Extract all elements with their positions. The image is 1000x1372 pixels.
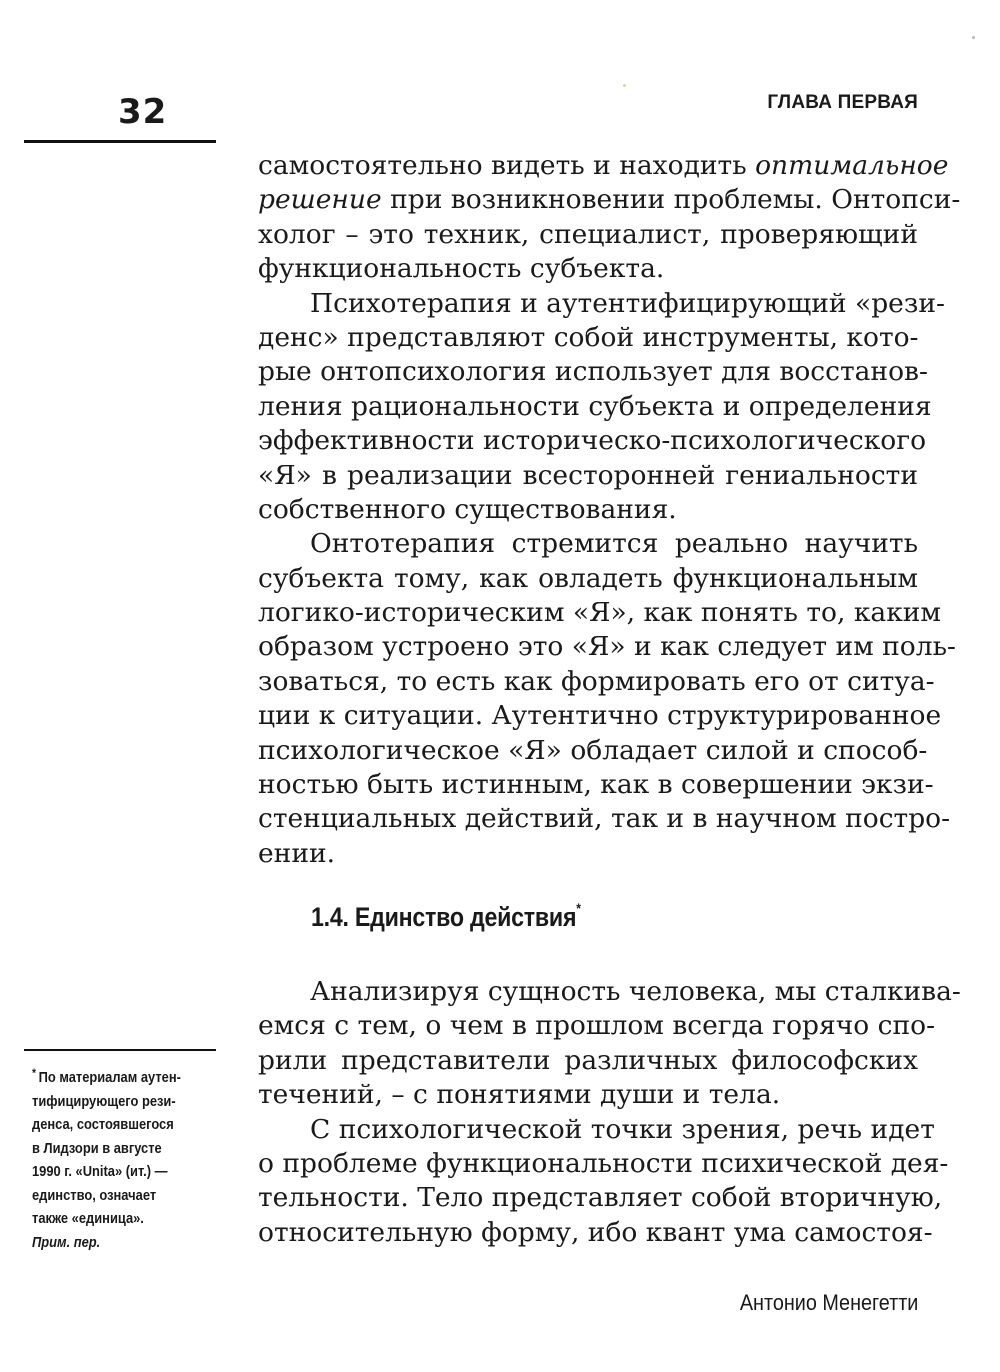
text-line (258, 493, 918, 527)
footnote-text: единство, означает (32, 1186, 157, 1204)
text-segment: психологическое «Я» обладает силой и способ- (258, 734, 928, 766)
scan-speck (623, 84, 626, 87)
text-segment: ции к ситуации. Аутентично структурированное (258, 700, 942, 732)
text-segment: ностью быть истинным, как в совершении экзи- (258, 769, 934, 801)
translator-note-label: Прим. пер. (32, 1233, 101, 1251)
footnote-reference-mark: * (576, 900, 581, 916)
footnote-mark: * (32, 1066, 37, 1080)
text-line (258, 390, 932, 424)
text-segment: «Я» в реализации всесторонней гениальности (258, 459, 918, 491)
scan-speck (972, 36, 975, 39)
emphasized-text: оптимальное (755, 150, 949, 181)
footnote-line (32, 1160, 204, 1184)
text-line (258, 287, 945, 321)
footnote (32, 1062, 204, 1254)
text-segment: емся с тем, о чем в прошлом всегда горячо спо- (258, 1010, 936, 1042)
page-number: 32 (118, 92, 168, 132)
text-line (258, 252, 918, 286)
footnote-text: денса, состоявшегося (32, 1116, 174, 1133)
text-line (258, 734, 928, 768)
section-heading (311, 900, 581, 933)
footnote-line (32, 1184, 204, 1208)
text-segment: Психотерапия и аутентифицирующий «рези- (310, 287, 945, 319)
author-name: Антонио Менегетти (739, 1290, 918, 1315)
text-line (258, 1216, 933, 1250)
text-segment: холог – это техник, специалист, проверяющий (258, 218, 918, 250)
text-line (258, 596, 942, 630)
translator-note (32, 1231, 204, 1255)
text-line (258, 802, 951, 836)
text-segment: эффективности историческо-психологического (258, 425, 927, 457)
text-line (258, 768, 934, 802)
footnote-line (32, 1137, 204, 1161)
text-segment: самостоятельно видеть и находить (258, 150, 756, 181)
text-segment: субъекта тому, как овладеть функциональным (258, 562, 918, 594)
text-line (258, 630, 956, 664)
text-segment: образом устроено это «Я» и как следует им поль- (258, 631, 956, 663)
text-segment: ления рациональности субъекта и определения (258, 390, 932, 422)
text-segment: рили представители различных философских (258, 1044, 918, 1076)
section-heading-text: 1.4. Единство действия (311, 902, 577, 932)
footnote-text: 1990 г. «Unita» (ит.) — (32, 1163, 168, 1180)
footnote-line (32, 1062, 204, 1090)
body-text-bottom (258, 975, 961, 1250)
text-line (258, 459, 918, 493)
text-line (258, 1113, 935, 1147)
text-segment: логико-историческим «Я», как понять то, каким (258, 597, 942, 629)
text-segment: о проблеме функциональности психической дея- (258, 1147, 949, 1179)
text-segment: зоваться, то есть как формировать его от ситуа- (258, 665, 935, 697)
text-line (258, 424, 927, 458)
text-segment: Анализируя сущность человека, мы сталкива- (310, 976, 961, 1007)
text-line (258, 149, 949, 183)
text-line (258, 1078, 918, 1112)
text-line (258, 527, 918, 561)
footnote-rule (24, 1049, 216, 1051)
text-line (258, 355, 928, 389)
text-line (258, 1044, 918, 1078)
text-segment: стенциальных действий, так и в научном постро- (258, 803, 951, 835)
text-line (258, 218, 918, 252)
text-segment: течений, – с понятиями души и тела. (258, 1079, 781, 1111)
footnote-text: также «единица». (32, 1210, 144, 1227)
text-segment: относительную форму, ибо квант ума самостоя- (258, 1216, 933, 1248)
text-segment: функциональность субъекта. (258, 253, 665, 285)
text-segment: С психологической точки зрения, речь идет (310, 1113, 935, 1145)
text-segment: тельности. Тело представляет собой вторичную, (258, 1182, 943, 1214)
text-segment: собственного существования. (258, 493, 677, 525)
text-line (258, 1009, 936, 1043)
text-line (258, 1181, 943, 1215)
text-segment: рые онтопсихология использует для восстанов- (258, 356, 928, 388)
footnote-text: тифицирующего рези- (32, 1092, 176, 1110)
emphasized-text: решение (258, 184, 382, 216)
text-line (258, 1147, 949, 1181)
text-segment: при возникновении проблемы. Онтопси- (381, 184, 961, 216)
footnote-line (32, 1113, 204, 1137)
text-line (258, 562, 918, 596)
body-text-top (258, 149, 961, 871)
text-segment: денс» представляют собой инструменты, кото- (258, 321, 919, 353)
header-rule (24, 140, 216, 143)
chapter-title: ГЛАВА ПЕРВАЯ (767, 92, 918, 113)
text-line (258, 321, 918, 355)
text-line (258, 665, 935, 699)
text-line (258, 837, 918, 871)
footnote-line (32, 1090, 204, 1114)
text-segment: Онтотерапия стремится реально научить (310, 528, 918, 560)
text-segment: ении. (258, 837, 336, 869)
footnote-text: в Лидзори в августе (32, 1139, 162, 1157)
text-line (258, 699, 942, 733)
text-line (258, 975, 961, 1009)
footnote-line (32, 1207, 204, 1231)
footnote-text: По материалам аутен- (38, 1069, 181, 1086)
text-line (258, 183, 961, 217)
